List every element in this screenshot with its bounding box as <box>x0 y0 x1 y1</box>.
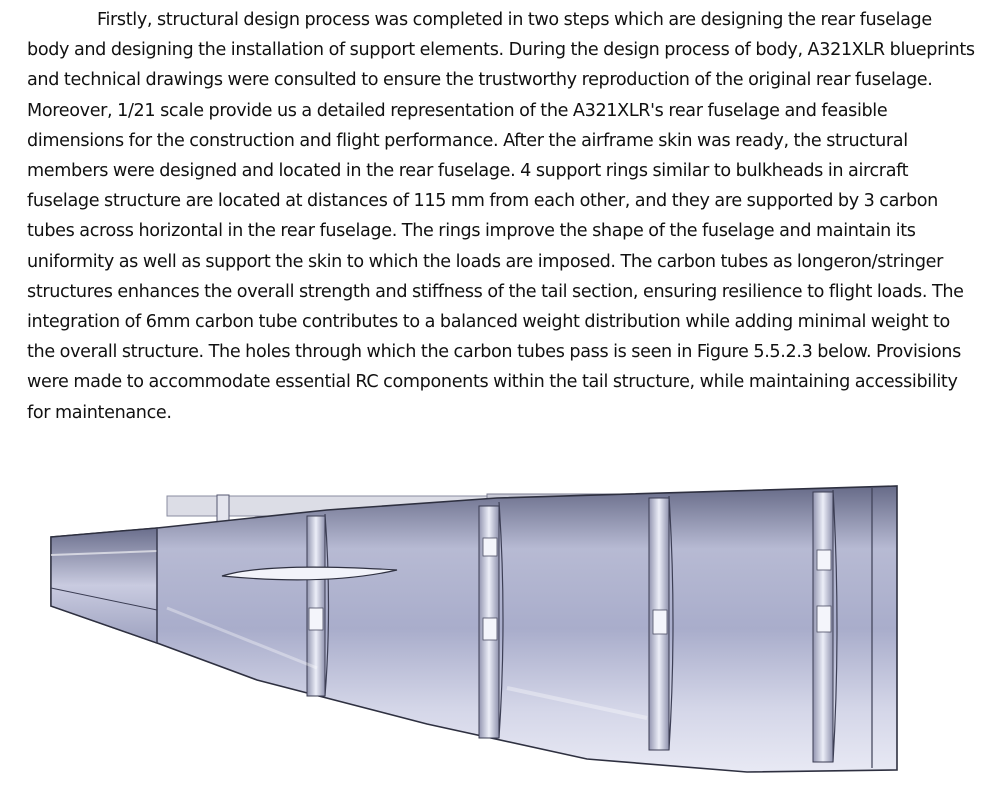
fuselage-render <box>27 458 911 795</box>
body-paragraph-text: Firstly, structural design process was completed in two steps which are designing the rear fuselage body and designing the installation of support elements. During the design process of body, A321XLR blueprints and technical drawings were consulted to ensure the trustworthy reproduction of the original rear fuselage. Moreover, 1/21 scale provide us a detailed representation of the A321XLR's rear fuselage and feasible dimensions for the construction and flight performance. After the airframe skin was ready, the structural members were designed and located in the rear fuselage. 4 support rings similar to bulkheads in aircraft fuselage structure are located at distances of 115 mm from each other, and they are supported by 3 carbon tubes across horizontal in the rear fuselage. The rings improve the shape of the fuselage and maintain its uniformity as well as support the skin to which the loads are imposed. The carbon tubes as longeron/stringer structures enhances the overall strength and stiffness of the tail section, ensuring resilience to flight loads. The integration of 6mm carbon tube contributes to a balanced weight distribution while adding minimal weight to the overall structure. The holes through which the carbon tubes pass is seen in Figure 5.5.2.3 below. Provisions were made to accommodate essential RC components within the tail structure, while maintaining accessibility for maintenance. <box>27 10 975 423</box>
rear-fuselage-cad-figure <box>27 458 911 795</box>
body-paragraph <box>27 5 977 428</box>
